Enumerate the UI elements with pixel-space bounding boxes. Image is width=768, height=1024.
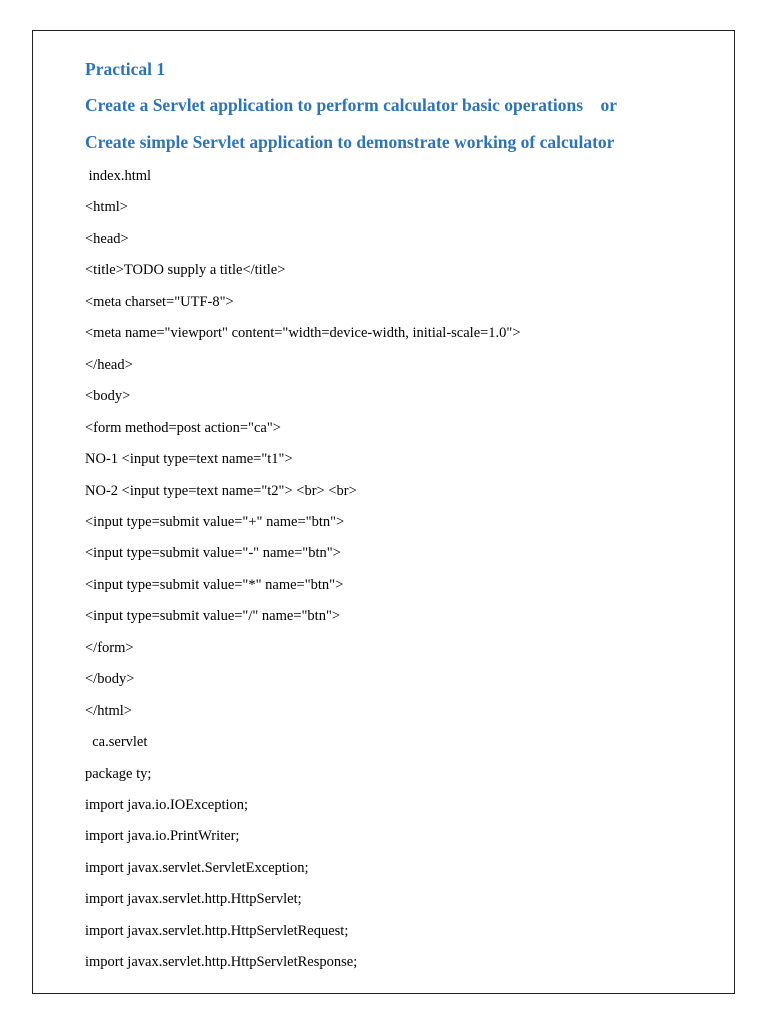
code-line: <head>	[85, 230, 129, 247]
code-line: package ty;	[85, 765, 152, 782]
code-line: </head>	[85, 356, 133, 373]
code-line: <html>	[85, 199, 128, 216]
practical-title: Practical 1	[85, 59, 166, 79]
code-line: import javax.servlet.ServletException;	[85, 859, 309, 876]
code-line: </html>	[85, 702, 132, 719]
code-line: <body>	[85, 388, 131, 405]
code-line: index.html	[85, 168, 152, 184]
code-line: NO-1 <input type=text name="t1">	[85, 451, 293, 468]
code-line: import javax.servlet.http.HttpServletRequest;	[85, 922, 349, 939]
code-line: <input type=submit value="/" name="btn">	[85, 608, 341, 625]
code-line: <meta charset="UTF-8">	[85, 293, 234, 310]
code-line: </body>	[85, 671, 135, 688]
code-line: <meta name="viewport" content="width=device-width, initial-scale=1.0">	[85, 325, 521, 342]
code-line: import java.io.IOException;	[85, 797, 249, 813]
code-line: </form>	[85, 639, 134, 656]
code-line: import java.io.PrintWriter;	[85, 828, 240, 845]
code-line: NO-2 <input type=text name="t2"> <br> <br>	[85, 482, 357, 499]
code-line: ca.servlet	[85, 734, 148, 751]
code-line: import javax.servlet.http.HttpServlet;	[85, 891, 302, 908]
code-line: <input type=submit value="*" name="btn">	[85, 576, 344, 593]
code-line: <form method=post action="ca">	[85, 419, 281, 436]
code-line: <title>TODO supply a title</title>	[85, 262, 286, 279]
code-line: <input type=submit value="-" name="btn">	[85, 545, 341, 562]
code-line: import javax.servlet.http.HttpServletResponse;	[85, 954, 358, 971]
heading-line-2: Create simple Servlet application to demonstrate working of calculator	[85, 132, 615, 152]
heading-line-1: Create a Servlet application to perform calculator basic operations or	[85, 95, 618, 115]
code-line: <input type=submit value="+" name="btn">	[85, 514, 345, 530]
